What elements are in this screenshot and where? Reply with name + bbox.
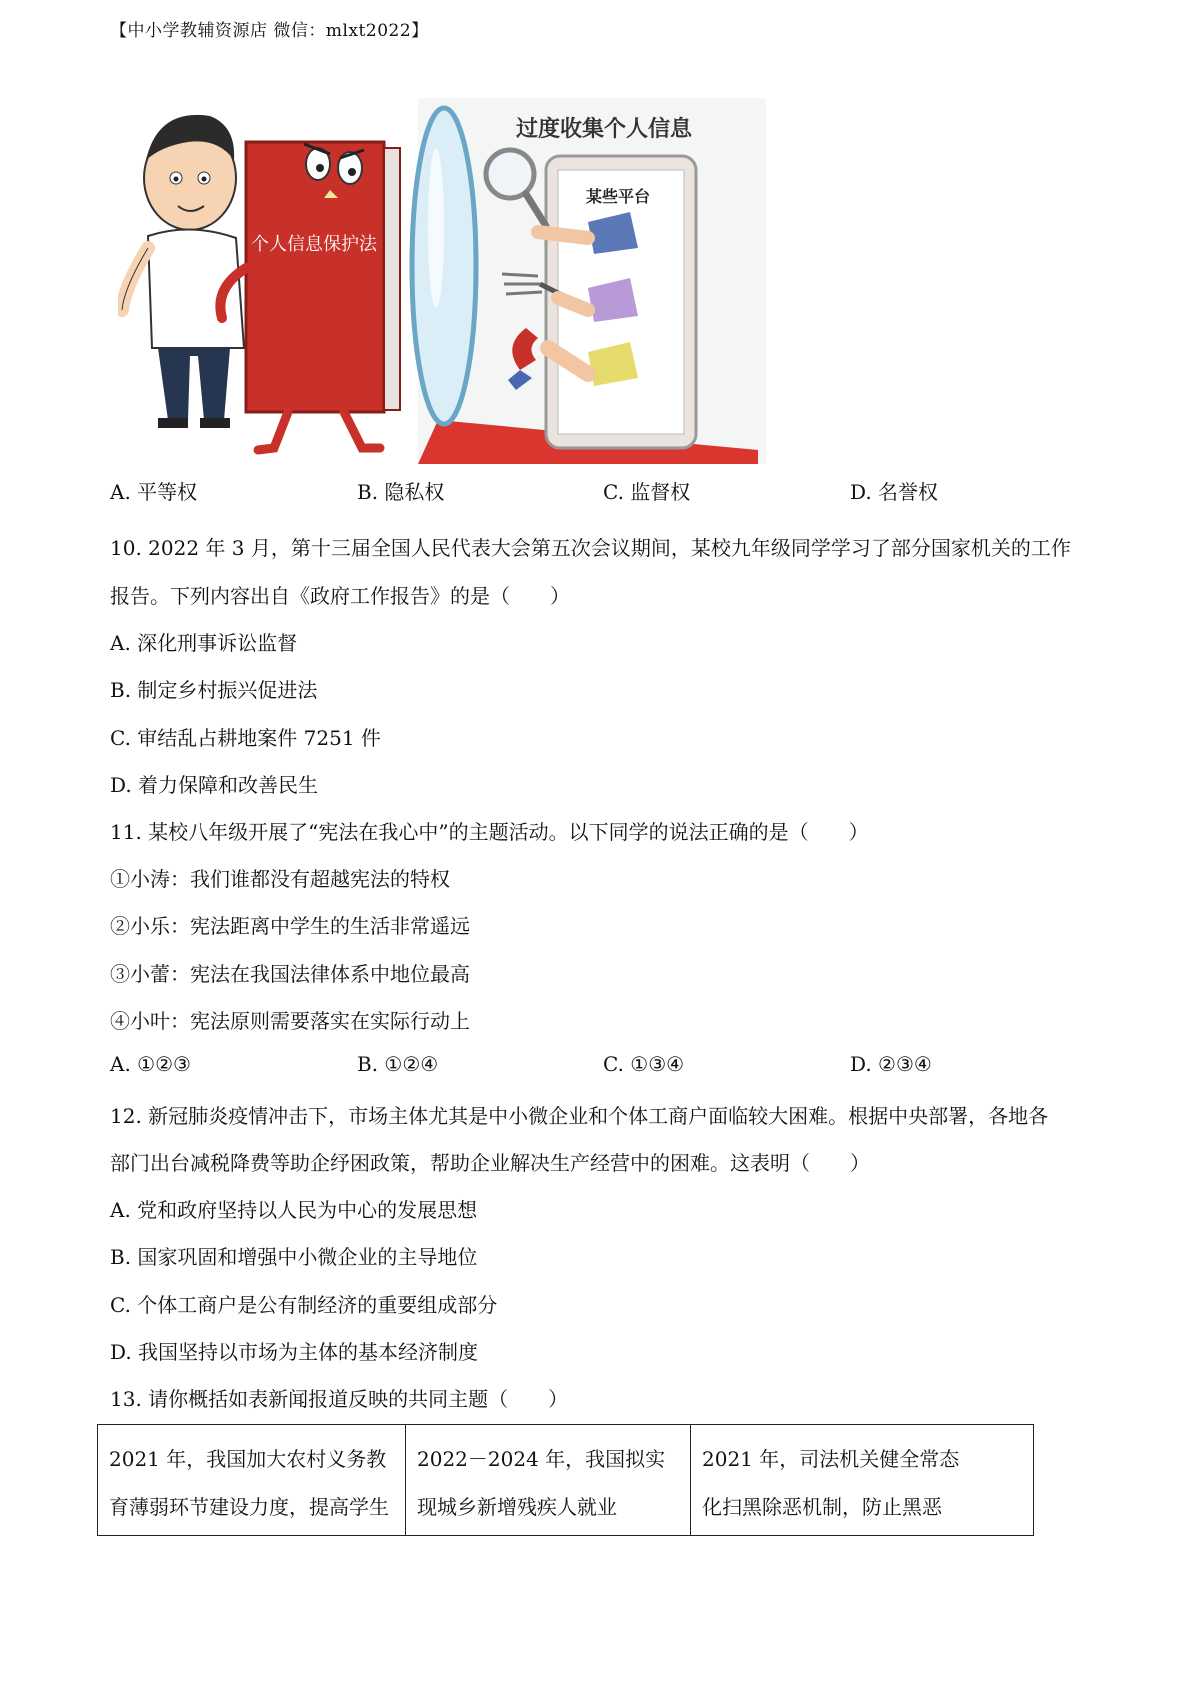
q9-option-a[interactable]: A. 平等权	[110, 480, 198, 504]
q12-option-a[interactable]: A. 党和政府坚持以人民为中心的发展思想	[110, 1198, 478, 1222]
law-book-figure	[220, 142, 400, 450]
q11-option-a[interactable]: A. ①②③	[110, 1052, 191, 1076]
news-cell-2-line2: 现城乡新增残疾人就业	[417, 1495, 617, 1519]
illustration-personal-info-law	[118, 98, 766, 464]
news-cell-3-line2: 化扫黑除恶机制，防止黑恶	[702, 1495, 942, 1519]
mirror-lens	[412, 108, 476, 424]
q9-options	[110, 476, 1110, 506]
q10-option-b[interactable]: B. 制定乡村振兴促进法	[110, 678, 318, 702]
q11-option-c[interactable]: C. ①③④	[603, 1052, 685, 1076]
q11-statement-2: ②小乐：宪法距离中学生的生活非常遥远	[110, 914, 470, 938]
q11-stem: 11. 某校八年级开展了“宪法在我心中”的主题活动。以下同学的说法正确的是（ ）	[110, 820, 869, 844]
q13-news-table	[97, 1424, 1034, 1536]
q10-stem-line2: 报告。下列内容出自《政府工作报告》的是（ ）	[110, 584, 570, 608]
news-cell-1	[98, 1425, 406, 1536]
news-cell-1-line1: 2021 年，我国加大农村义务教	[109, 1447, 387, 1471]
news-cell-2	[406, 1425, 691, 1536]
book-label: 个人信息保护法	[251, 234, 377, 255]
q10-stem-line1: 10. 2022 年 3 月，第十三届全国人民代表大会第五次会议期间，某校九年级同学学习了部分国家机关的工作	[110, 536, 1071, 560]
q12-option-b[interactable]: B. 国家巩固和增强中小微企业的主导地位	[110, 1245, 478, 1269]
q12-stem-line2: 部门出台减税降费等助企纾困政策，帮助企业解决生产经营中的困难。这表明（ ）	[110, 1151, 870, 1175]
q9-option-b[interactable]: B. 隐私权	[357, 480, 445, 504]
q11-statement-1: ①小涛：我们谁都没有超越宪法的特权	[110, 867, 450, 891]
q9-option-c[interactable]: C. 监督权	[603, 480, 691, 504]
table-row	[98, 1425, 1034, 1536]
q13-stem: 13. 请你概括如表新闻报道反映的共同主题（ ）	[110, 1387, 569, 1411]
q12-option-c[interactable]: C. 个体工商户是公有制经济的重要组成部分	[110, 1293, 498, 1317]
header-note: 【中小学教辅资源店 微信：mlxt2022】	[110, 21, 429, 41]
q11-statement-3: ③小蕾：宪法在我国法律体系中地位最高	[110, 962, 470, 986]
news-cell-1-line2: 育薄弱环节建设力度，提高学生	[109, 1495, 389, 1519]
news-cell-3-line1: 2021 年，司法机关健全常态	[702, 1447, 960, 1471]
q10-option-c[interactable]: C. 审结乱占耕地案件 7251 件	[110, 726, 381, 750]
q11-statement-4: ④小叶：宪法原则需要落实在实际行动上	[110, 1009, 470, 1033]
q9-option-d[interactable]: D. 名誉权	[850, 480, 939, 504]
q11-option-d[interactable]: D. ②③④	[850, 1052, 932, 1076]
illustration-caption: 过度收集个人信息	[515, 117, 693, 142]
q10-option-a[interactable]: A. 深化刑事诉讼监督	[110, 631, 298, 655]
q10-option-d[interactable]: D. 着力保障和改善民生	[110, 773, 319, 797]
q11-option-b[interactable]: B. ①②④	[357, 1052, 439, 1076]
q12-option-d[interactable]: D. 我国坚持以市场为主体的基本经济制度	[110, 1340, 479, 1364]
news-cell-2-line1: 2022－2024 年，我国拟实	[417, 1447, 666, 1471]
q11-options	[110, 1052, 1110, 1082]
platform-label: 某些平台	[585, 187, 651, 206]
q12-stem-line1: 12. 新冠肺炎疫情冲击下，市场主体尤其是中小微企业和个体工商户面临较大困难。根据中央部署，各地各	[110, 1104, 1049, 1128]
news-cell-3	[691, 1425, 1034, 1536]
